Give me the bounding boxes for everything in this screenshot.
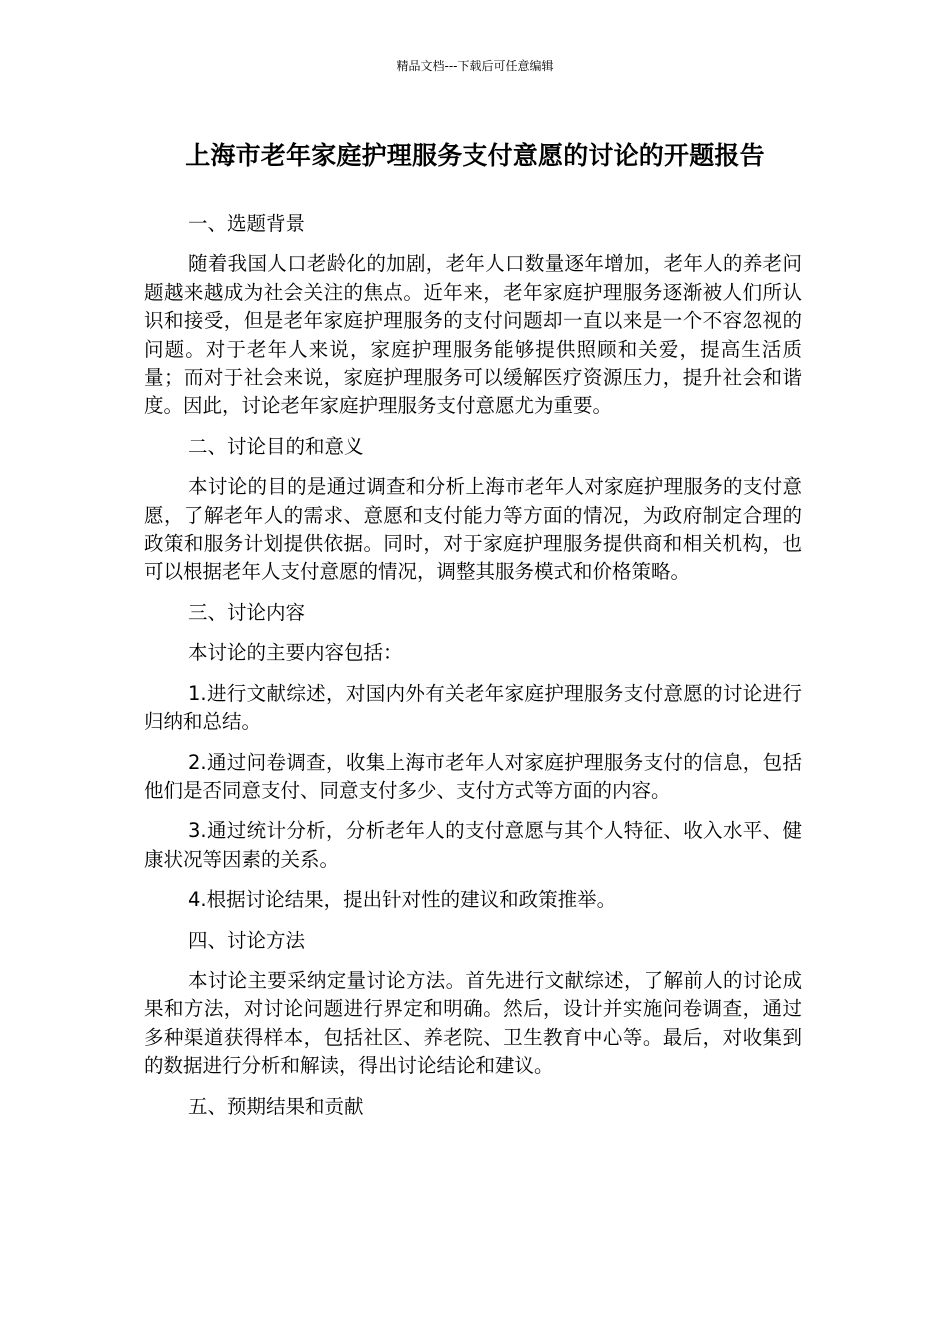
list-item: 2.通过问卷调查，收集上海市老年人对家庭护理服务支付的信息，包括他们是否同意支付、同意支付多少、支付方式等方面的内容。 (144, 750, 802, 802)
section-expected-results (144, 1093, 802, 1121)
section-background (144, 210, 802, 421)
section-content (144, 599, 802, 915)
page-header: 精品文档---下载后可任意编辑 (396, 59, 554, 73)
list-item: 3.通过统计分析，分析老年人的支付意愿与其个人特征、收入水平、健康状况等因素的关系。 (144, 819, 802, 871)
document-title: 上海市老年家庭护理服务支付意愿的讨论的开题报告 (185, 141, 765, 170)
section-heading: 五、预期结果和贡献 (188, 1094, 364, 1118)
paragraph: 本讨论的主要内容包括： (188, 641, 403, 665)
paragraph: 本讨论的目的是通过调查和分析上海市老年人对家庭护理服务的支付意愿，了解老年人的需求、意愿和支付能力等方面的情况，为政府制定合理的政策和服务计划提供依据。同时，对于家庭护理服务提供商和相关机构，也可以根据老年人支付意愿的情况，调整其服务模式和价格策略。 (144, 475, 802, 584)
section-purpose (144, 433, 802, 587)
paragraph: 随着我国人口老龄化的加剧，老年人口数量逐年增加，老年人的养老问题越来越成为社会关注的焦点。近年来，老年家庭护理服务逐渐被人们所认识和接受，但是老年家庭护理服务的支付问题却一直以来是一个不容忽视的问题。对于老年人来说，家庭护理服务能够提供照顾和关爱，提高生活质量；而对于社会来说，家庭护理服务可以缓解医疗资源压力，提升社会和谐度。因此，讨论老年家庭护理服务支付意愿尤为重要。 (144, 252, 802, 418)
list-item: 4.根据讨论结果，提出针对性的建议和政策推举。 (188, 888, 617, 912)
section-heading: 一、选题背景 (188, 212, 306, 235)
section-heading: 二、讨论目的和意义 (188, 434, 364, 458)
section-method (144, 927, 802, 1081)
paragraph: 本讨论主要采纳定量讨论方法。首先进行文献综述，了解前人的讨论成果和方法，对讨论问题进行界定和明确。然后，设计并实施问卷调查，通过多种渠道获得样本，包括社区、养老院、卫生教育中心等。最后，对收集到的数据进行分析和解读，得出讨论结论和建议。 (144, 968, 802, 1078)
section-heading: 四、讨论方法 (188, 928, 306, 952)
list-item: 1.进行文献综述，对国内外有关老年家庭护理服务支付意愿的讨论进行归纳和总结。 (144, 681, 802, 734)
document-body (144, 210, 802, 1133)
section-heading: 三、讨论内容 (188, 600, 306, 624)
